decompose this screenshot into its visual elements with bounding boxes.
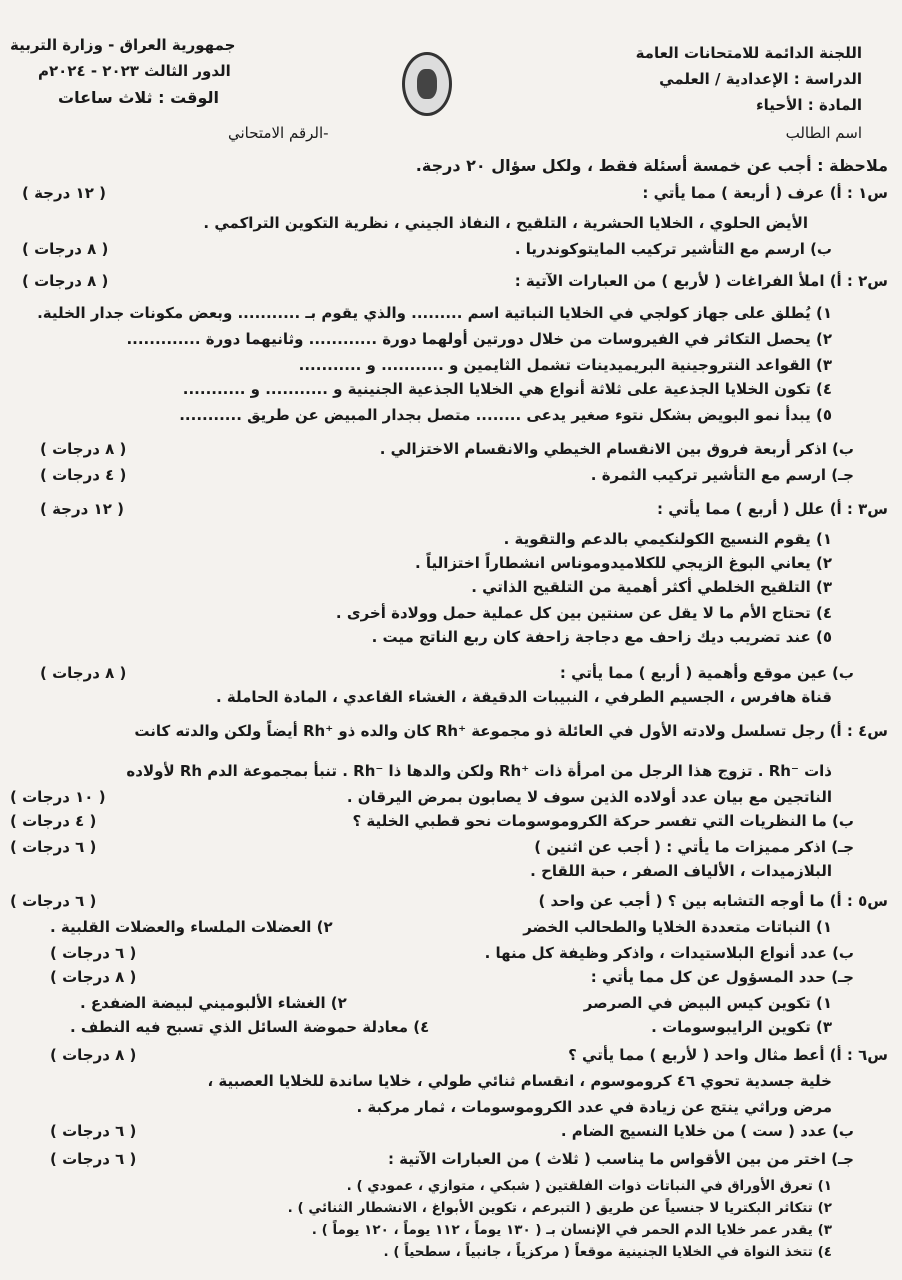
q6-a-items-1: خلية جسدية تحوي ٤٦ كروموسوم ، انقسام ثنائي طولي ، خلايا ساندة للخلايا العصبية ، <box>207 1072 832 1090</box>
q5-b-marks: ( ٦ درجات ) <box>50 944 137 962</box>
q2-a: س٢ : أ) املأ الفراغات ( لأربع ) من العبارات الآتية : ( ٨ درجات ) <box>22 272 888 290</box>
q2-c-marks: ( ٤ درجات ) <box>40 466 127 484</box>
q2-item-1: ١) يُطلق على جهاز كولجي في الخلايا النباتية اسم ......... والذي يقوم بـ ........... وبعض مكونات جدار الخلية. <box>37 304 832 322</box>
q6-b-marks: ( ٦ درجات ) <box>50 1122 137 1140</box>
q6-c: جـ) اختر من بين الأقواس ما يناسب ( ثلاث ) من العبارات الآتية : ( ٦ درجات ) <box>50 1150 854 1168</box>
q3-item-4: ٤) تحتاج الأم ما لا يقل عن سنتين بين كل عملية حمل وولادة أخرى . <box>335 604 832 622</box>
q2-item-3: ٣) القواعد النتروجينية البريميدينات تشمل الثايمين و ........... و ........... <box>298 356 832 374</box>
q3-b: ب) عين موقع وأهمية ( أربع ) مما يأتي : ( ٨ درجات ) <box>40 664 854 682</box>
ministry-name: جمهورية العراق - وزارة التربية <box>10 36 236 54</box>
q6-c-item-2: ٢) تتكاثر البكتريا لا جنسياً عن طريق ( التبرعم ، تكوين الأبواغ ، الانشطار الثنائي ) . <box>287 1200 832 1216</box>
student-name-label: اسم الطالب <box>785 124 862 142</box>
exam-time: الوقت : ثلاث ساعات <box>58 88 220 107</box>
q4-a-line-3: الناتجين مع بيان عدد أولاده الذين سوف لا يصابون بمرض اليرقان . ( ١٠ درجات ) <box>10 788 832 806</box>
q6-c-item-4: ٤) تتخذ النواة في الخلايا الجنينية موقعاً ( مركزياً ، جانبياً ، سطحياً ) . <box>383 1244 832 1260</box>
q2-c: جـ) ارسم مع التأشير تركيب الثمرة . ( ٤ درجات ) <box>40 466 854 484</box>
q1-b-marks: ( ٨ درجات ) <box>22 240 109 258</box>
q4-a-line-2: ذات ⁻Rh . تزوج هذا الرجل من امرأة ذات ⁺Rh ولكن والدها ذا ⁻Rh . تنبأ بمجموعة الدم Rh لأولاده <box>126 762 832 780</box>
ministry-seal-icon <box>402 52 452 116</box>
q3-b-items: قناة هافرس ، الجسيم الطرفي ، النبيبات الدقيقة ، الغشاء القاعدي ، المادة الحاملة . <box>215 688 832 706</box>
q6-c-marks: ( ٦ درجات ) <box>50 1150 137 1168</box>
q5-c-marks: ( ٨ درجات ) <box>50 968 137 986</box>
q6-c-item-1: ١) تعرق الأوراق في النباتات ذوات الفلقتين ( شبكي ، متوازي ، عمودي ) . <box>346 1178 832 1194</box>
q3-a-marks: ( ١٢ درجة ) <box>40 500 124 518</box>
q2-a-marks: ( ٨ درجات ) <box>22 272 109 290</box>
q6-a-marks: ( ٨ درجات ) <box>50 1046 137 1064</box>
q5-c: جـ) حدد المسؤول عن كل مما يأتي : ( ٨ درجات ) <box>50 968 854 986</box>
q5-c-row-1: ١) تكوين كيس البيض في الصرصر ٢) الغشاء الألبوميني لبيضة الضفدع . <box>80 994 832 1012</box>
q4-c-items: البلازميدات ، الألياف الصفر ، حبة اللقاح . <box>530 862 832 880</box>
q2-b: ب) اذكر أربعة فروق بين الانقسام الخيطي والانقسام الاختزالي . ( ٨ درجات ) <box>40 440 854 458</box>
q4-a-marks: ( ١٠ درجات ) <box>10 788 106 806</box>
q2-item-5: ٥) يبدأ نمو البويض بشكل نتوء صغير يدعى ........ متصل بجدار المبيض عن طريق ........... <box>179 406 832 424</box>
exam-round: الدور الثالث ٢٠٢٣ - ٢٠٢٤م <box>38 62 231 80</box>
q4-a-line-1: س٤ : أ) رجل تسلسل ولادته الأول في العائلة ذو مجموعة ⁺Rh كان والده ذو ⁺Rh أيضاً ولكن والدته كانت <box>134 722 888 740</box>
q5-a-options: ١) النباتات متعددة الخلايا والطحالب الخضر ٢) العضلات الملساء والعضلات القلبية . <box>50 918 832 936</box>
q2-item-2: ٢) يحصل التكاثر في الفيروسات من خلال دورتين أولهما دورة ............ وثانيهما دورة ............. <box>126 330 832 348</box>
q3-item-3: ٣) التلقيح الخلطي أكثر أهمية من التلقيح الذاتي . <box>471 578 832 596</box>
q5-b: ب) عدد أنواع البلاستيدات ، واذكر وظيفة كل منها . ( ٦ درجات ) <box>50 944 854 962</box>
study-branch: الدراسة : الإعدادية / العلمي <box>659 70 862 88</box>
q4-b: ب) ما النظريات التي تفسر حركة الكروموسومات نحو قطبي الخلية ؟ ( ٤ درجات ) <box>10 812 854 830</box>
q1-b: ب) ارسم مع التأشير تركيب المايتوكوندريا . ( ٨ درجات ) <box>22 240 832 258</box>
q3-item-1: ١) يقوم النسيج الكولنكيمي بالدعم والتقوية . <box>503 530 832 548</box>
q4-c: جـ) اذكر مميزات ما يأتي : ( أجب عن اثنين ) ( ٦ درجات ) <box>10 838 854 856</box>
q6-b: ب) عدد ( ست ) من خلايا النسيج الضام . ( ٦ درجات ) <box>50 1122 854 1140</box>
exam-note: ملاحظة : أجب عن خمسة أسئلة فقط ، ولكل سؤال ٢٠ درجة. <box>415 156 888 175</box>
q1-a: س١ : أ) عرف ( أربعة ) مما يأتي : ( ١٢ درجة ) <box>22 184 888 202</box>
q3-a: س٣ : أ) علل ( أربع ) مما يأتي : ( ١٢ درجة ) <box>40 500 888 518</box>
q1-a-marks: ( ١٢ درجة ) <box>22 184 106 202</box>
q5-c-row-2: ٣) تكوين الرايبوسومات . ٤) معادلة حموضة السائل الذي تسبح فيه النطف . <box>70 1018 832 1036</box>
q5-a: س٥ : أ) ما أوجه التشابه بين ؟ ( أجب عن واحد ) ( ٦ درجات ) <box>10 892 888 910</box>
q6-a-items-2: مرض وراثي ينتج عن زيادة في عدد الكروموسومات ، ثمار مركبة . <box>356 1098 832 1116</box>
q2-item-4: ٤) تكون الخلايا الجذعية على ثلاثة أنواع هي الخلايا الجذعية الجنينية و ........... و ........... <box>182 380 832 398</box>
q5-a-marks: ( ٦ درجات ) <box>10 892 97 910</box>
q3-item-5: ٥) عند تضريب ديك زاحف مع دجاجة زاحفة كان ربع الناتج ميت . <box>371 628 832 646</box>
subject: المادة : الأحياء <box>755 96 862 114</box>
q3-item-2: ٢) يعاني البوغ الزيجي للكلاميدوموناس انشطاراً اختزالياً . <box>415 554 832 572</box>
committee-name: اللجنة الدائمة للامتحانات العامة <box>635 44 862 62</box>
exam-number-label: -الرقم الامتحاني <box>228 124 329 142</box>
q6-a: س٦ : أ) أعط مثال واحد ( لأربع ) مما يأتي ؟ ( ٨ درجات ) <box>50 1046 888 1064</box>
q4-b-marks: ( ٤ درجات ) <box>10 812 97 830</box>
q1-a-items: الأيض الحلوي ، الخلايا الحشرية ، التلقيح ، النفاذ الجيني ، نظرية التكوين التراكمي . <box>203 214 808 232</box>
q3-b-marks: ( ٨ درجات ) <box>40 664 127 682</box>
q6-c-item-3: ٣) يقدر عمر خلايا الدم الحمر في الإنسان بـ ( ١٣٠ يوماً ، ١١٢ يوماً ، ١٢٠ يوماً ) . <box>311 1222 832 1238</box>
q4-c-marks: ( ٦ درجات ) <box>10 838 97 856</box>
q2-b-marks: ( ٨ درجات ) <box>40 440 127 458</box>
